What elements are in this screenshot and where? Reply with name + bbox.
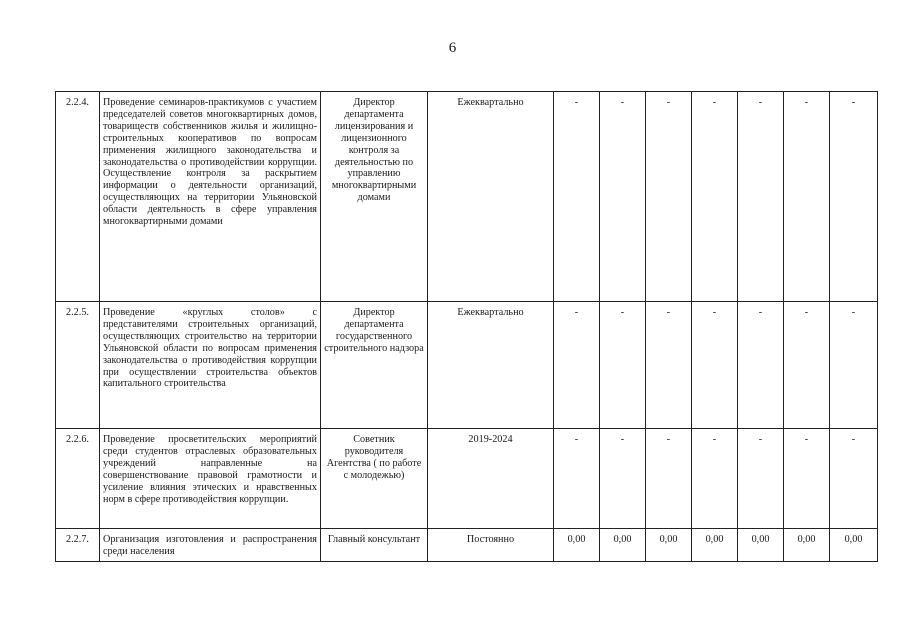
period-cell: Ежеквартально: [428, 302, 554, 429]
value-cell: -: [738, 302, 784, 429]
value-cell: -: [646, 302, 692, 429]
value-cell: -: [600, 92, 646, 302]
table-row: [56, 302, 878, 429]
value-cell: -: [738, 92, 784, 302]
value-cell: 0,00: [738, 529, 784, 562]
value-cell: -: [646, 429, 692, 529]
responsible-cell: Советник руководителя Агентства ( по работе с молодежью): [321, 429, 428, 529]
value-cell: -: [646, 92, 692, 302]
activity-cell: Проведение «круглых столов» с представителями строительных организаций, осуществляющих строительство на территории Ульяновской области по вопросам применения законодательства о противодействия коррупции при осуществлении строительства объектов капитального строительства: [100, 302, 321, 429]
row-number: 2.2.6.: [56, 429, 100, 529]
value-cell: -: [784, 429, 830, 529]
value-cell: -: [692, 92, 738, 302]
value-cell: 0,00: [554, 529, 600, 562]
table-row: [56, 529, 878, 562]
value-cell: 0,00: [692, 529, 738, 562]
row-number: 2.2.5.: [56, 302, 100, 429]
period-cell: 2019-2024: [428, 429, 554, 529]
value-cell: 0,00: [830, 529, 878, 562]
value-cell: -: [830, 302, 878, 429]
value-cell: -: [600, 302, 646, 429]
value-cell: -: [692, 302, 738, 429]
value-cell: -: [554, 302, 600, 429]
value-cell: -: [738, 429, 784, 529]
value-cell: -: [784, 92, 830, 302]
measures-table: [55, 91, 878, 562]
value-cell: -: [554, 92, 600, 302]
table-row: [56, 429, 878, 529]
activity-cell: Проведение семинаров-практикумов с участием председателей советов многоквартирных домов, товариществ собственников жилья и жилищно-строительных кооперативов по вопросам применения жилищного законодательства и законодательства о противодействии коррупции. Осуществление контроля за раскрытием информации о деятельности организаций, осуществляющих на территории Ульяновской области деятельность в сфере управления многоквартирными домами: [100, 92, 321, 302]
value-cell: -: [830, 429, 878, 529]
page-number: 6: [448, 40, 457, 56]
responsible-cell: Директор департамента государственного строительного надзора: [321, 302, 428, 429]
value-cell: 0,00: [784, 529, 830, 562]
activity-cell: [100, 529, 321, 562]
activity-cell: Проведение просветительских мероприятий среди студентов отраслевых образовательных учреждений направленные на совершенствование правовой грамотности и усиление влияния этических и нравственных норм в сфере противодействия коррупции.: [100, 429, 321, 529]
responsible-cell: [321, 529, 428, 562]
period-cell: Постоянно: [428, 529, 554, 562]
row-number: 2.2.4.: [56, 92, 100, 302]
value-cell: -: [830, 92, 878, 302]
row-number: 2.2.7.: [56, 529, 100, 562]
value-cell: -: [600, 429, 646, 529]
responsible-text: Главный консультант: [327, 534, 421, 545]
value-cell: 0,00: [600, 529, 646, 562]
period-cell: Ежеквартально: [428, 92, 554, 302]
value-cell: -: [784, 302, 830, 429]
value-cell: 0,00: [646, 529, 692, 562]
table-row: [56, 92, 878, 302]
value-cell: -: [692, 429, 738, 529]
value-cell: -: [554, 429, 600, 529]
responsible-cell: Директор департамента лицензирования и лицензионного контроля за деятельностью по управлению многоквартирными домами: [321, 92, 428, 302]
activity-text: Организация изготовления и распространения среди населения: [103, 534, 317, 557]
